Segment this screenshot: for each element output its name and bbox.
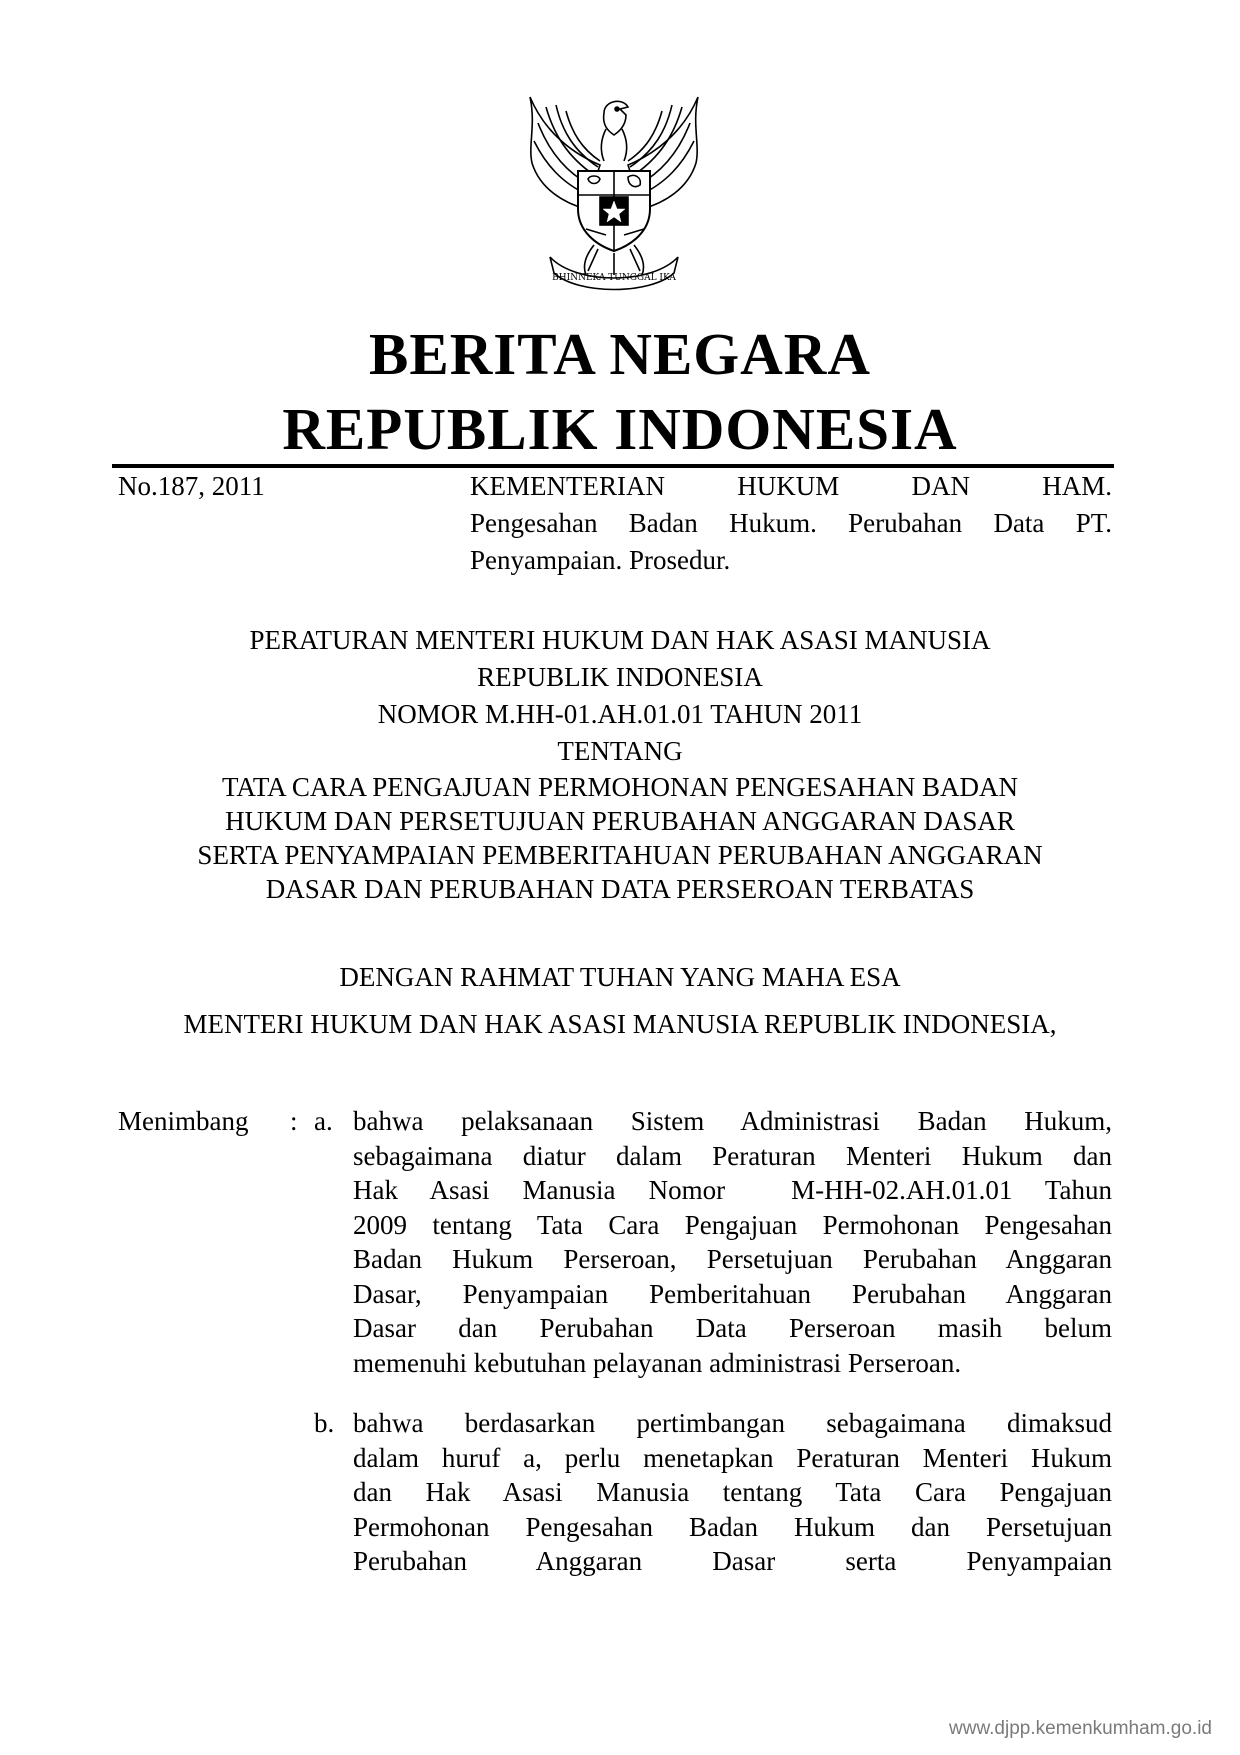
considerations-label: Menimbang	[118, 1106, 249, 1136]
paragraph-line: bahwa berdasarkan pertimbangan sebagaimana dimaksud	[353, 1408, 1112, 1438]
regulation-heading	[100, 622, 1140, 906]
regulation-line: NOMOR M.HH-01.AH.01.01 TAHUN 2011	[377, 699, 863, 729]
paragraph-line: Dasar dan Perubahan Data Perseroan masih belum	[353, 1313, 1112, 1343]
authority: MENTERI HUKUM DAN HAK ASASI MANUSIA REPUBLIK INDONESIA,	[183, 1009, 1057, 1039]
document-subject	[470, 468, 1112, 579]
consideration-b	[353, 1406, 1112, 1579]
subject-line: Pengesahan Badan Hukum. Perubahan Data PT.	[470, 508, 1112, 538]
regulation-line: TENTANG	[557, 736, 683, 766]
preamble: DENGAN RAHMAT TUHAN YANG MAHA ESA	[339, 962, 901, 992]
paragraph-line: Permohonan Pengesahan Badan Hukum dan Persetujuan	[353, 1511, 1112, 1542]
considerations-colon: :	[290, 1106, 298, 1136]
document-title-line2: REPUBLIK INDONESIA	[282, 396, 958, 462]
document-number: No.187, 2011	[118, 471, 265, 501]
paragraph-line: sebagaimana diatur dalam Peraturan Menteri Hukum dan	[353, 1140, 1112, 1171]
regulation-line: HUKUM DAN PERSETUJUAN PERUBAHAN ANGGARAN DASAR	[225, 806, 1015, 836]
regulation-line: REPUBLIK INDONESIA	[477, 662, 763, 692]
paragraph-line: Hak Asasi Manusia Nomor M-HH-02.AH.01.01 Tahun	[353, 1175, 1112, 1205]
paragraph-line: Badan Hukum Perseroan, Persetujuan Perubahan Anggaran	[353, 1244, 1112, 1274]
regulation-line: DASAR DAN PERUBAHAN DATA PERSEROAN TERBATAS	[265, 874, 975, 904]
item-mark-b: b.	[314, 1408, 335, 1438]
consideration-a	[353, 1104, 1112, 1380]
subject-line: Penyampaian. Prosedur.	[470, 545, 731, 575]
subject-line: KEMENTERIAN HUKUM DAN HAM.	[470, 471, 1112, 501]
item-mark-a: a.	[314, 1106, 333, 1136]
paragraph-line: dan Hak Asasi Manusia tentang Tata Cara Pengajuan	[353, 1477, 1112, 1507]
garuda-emblem	[516, 85, 712, 297]
paragraph-line: Perubahan Anggaran Dasar serta Penyampaian	[353, 1546, 1112, 1576]
paragraph-line: Dasar, Penyampaian Pemberitahuan Perubahan Anggaran	[353, 1278, 1112, 1309]
paragraph-line: dalam huruf a, perlu menetapkan Peraturan Menteri Hukum	[353, 1442, 1112, 1473]
paragraph-line: 2009 tentang Tata Cara Pengajuan Permohonan Pengesahan	[353, 1209, 1112, 1240]
paragraph-line: bahwa pelaksanaan Sistem Administrasi Badan Hukum,	[353, 1106, 1112, 1136]
paragraph-line: memenuhi kebutuhan pelayanan administrasi Perseroan.	[353, 1347, 962, 1378]
regulation-line: TATA CARA PENGAJUAN PERMOHONAN PENGESAHAN BADAN	[222, 772, 1018, 802]
emblem-motto: BHINNEKA TUNGGAL IKA	[552, 273, 676, 283]
document-title: BERITA NEGARA	[368, 321, 872, 387]
regulation-line: PERATURAN MENTERI HUKUM DAN HAK ASASI MANUSIA	[249, 625, 991, 655]
regulation-line: SERTA PENYAMPAIAN PEMBERITAHUAN PERUBAHAN ANGGARAN	[197, 840, 1043, 870]
footer-url: www.djpp.kemenkumham.go.id	[949, 1718, 1212, 1739]
